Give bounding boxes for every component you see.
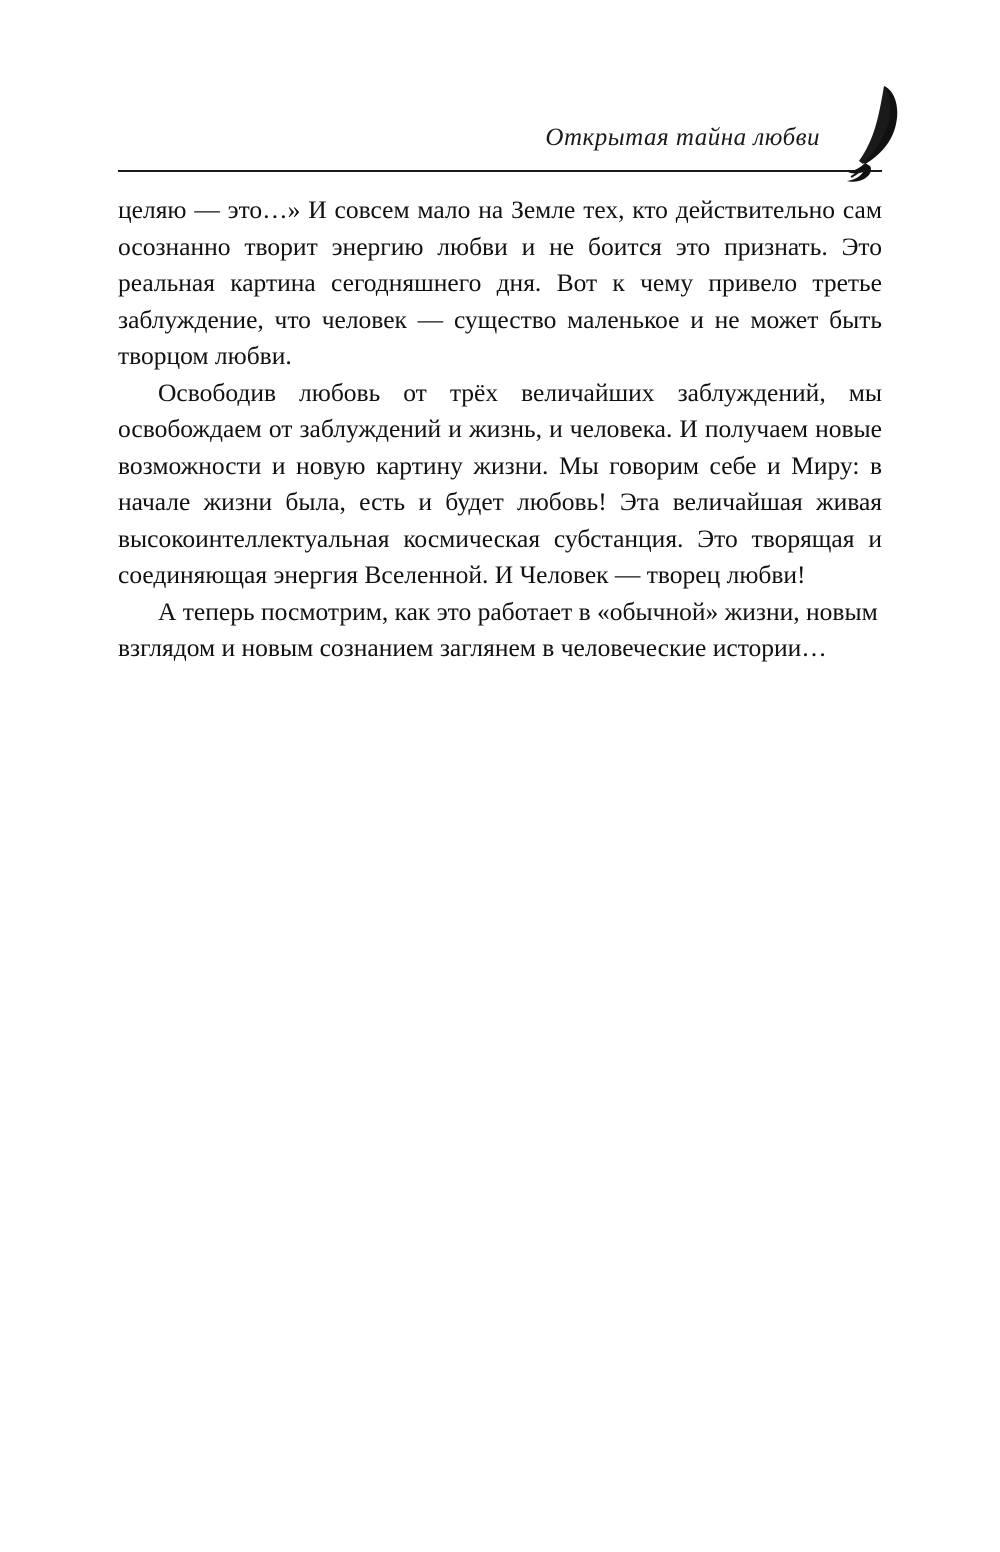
paragraph: целяю — это…» И совсем мало на Земле тех, кто действительно сам осознанно творит энергию любви и не боится это признать. Это реальная картина сегодняшнего дня. Вот к чему привело третье заблуждение, что человек — существо маленькое и не может быть творцом любви. [118, 195, 882, 370]
running-head-title: Открытая тайна любви [545, 124, 820, 151]
running-head [118, 118, 882, 176]
paragraph: Освободив любовь от трёх величайших заблуждений, мы освобождаем от заблуждений и жизнь, и человека. И получаем новые возможности и новую картину жизни. Мы говорим себе и Миру: в начале жизни была, есть и будет любовь! Эта величайшая живая высокоинтеллектуальная космическая субстанция. Это творящая и соединяющая энергия Вселенной. И Человек — творец любви! [118, 377, 882, 589]
page-body [118, 192, 882, 667]
quill-pen-icon [840, 84, 910, 184]
running-head-rule [118, 170, 882, 172]
paragraph: А теперь посмотрим, как это работает в «обычной» жизни, новым взглядом и новым сознанием заглянем в человеческие истории… [118, 596, 878, 662]
